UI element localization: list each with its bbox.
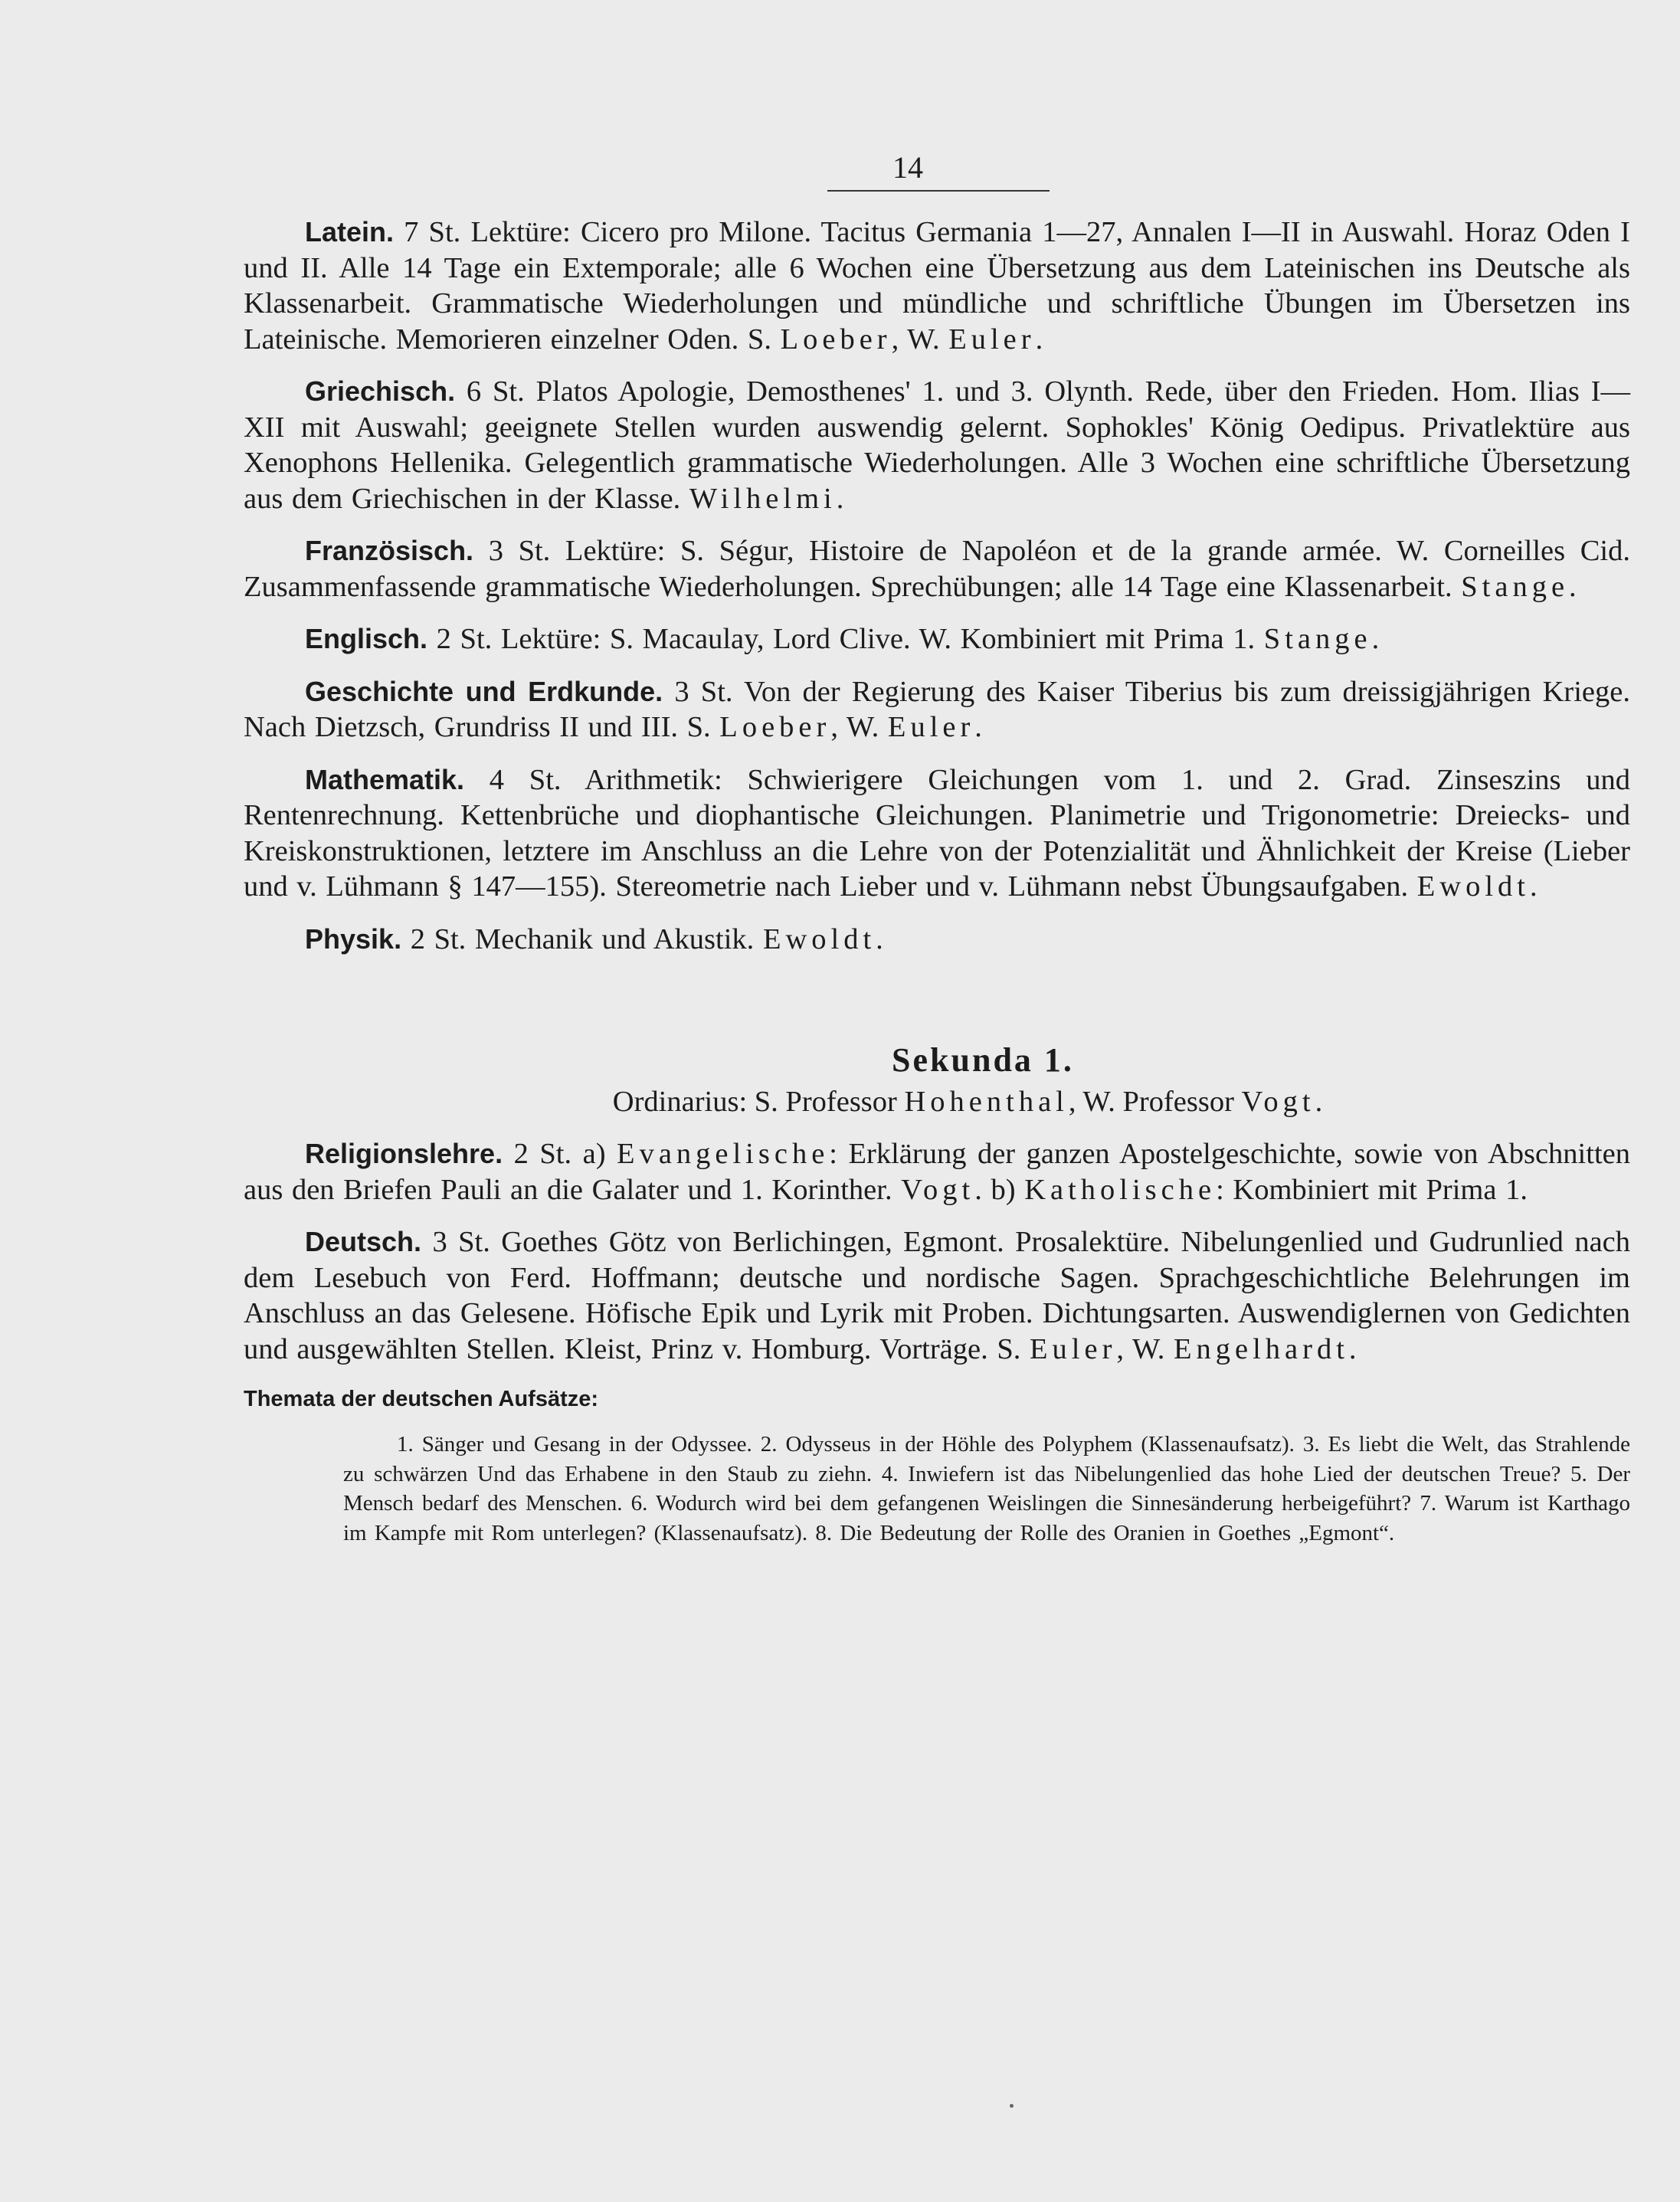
- separator-text: , W.: [1116, 1332, 1174, 1365]
- subject-heading-franzoesisch: Französisch.: [305, 535, 474, 566]
- englisch-text: 2 St. Lektüre: S. Macaulay, Lord Clive. W. Kombiniert mit Prima 1.: [427, 623, 1264, 655]
- paragraph-physik: [244, 922, 1630, 958]
- deutsch-text: 3 St. Goethes Götz von Berlichingen, Egmont. Prosalektüre. Nibelungenlied und Gudrunlied nach dem Lesebuch von Ferd. Hoffmann; deutsche und nordische Sagen. Sprachgeschichtliche Belehrungen im Anschluss an das Gelesene. Höfische Epik und Lyrik mit Proben. Dichtungsarten. Auswendiglernen von Gedichten und ausgewählten Stellen. Kleist, Prinz v. Homburg. Vorträge. S.: [244, 1226, 1630, 1365]
- subject-heading-geschichte: Geschichte und Erdkunde.: [305, 675, 663, 707]
- subject-heading-physik: Physik.: [305, 922, 402, 955]
- religion-evangelisch-label: Evangelische: [617, 1138, 830, 1170]
- religion-katholisch-label: Katholische: [1024, 1173, 1217, 1206]
- end-punctuation: .: [974, 711, 982, 743]
- page-number: 14: [892, 150, 923, 185]
- end-punctuation: .: [1530, 870, 1538, 903]
- subject-heading-griechisch: Griechisch.: [305, 375, 456, 407]
- end-punctuation: .: [1569, 570, 1577, 603]
- end-punctuation: .: [1315, 1086, 1323, 1118]
- subject-heading-deutsch: Deutsch.: [305, 1226, 422, 1257]
- end-punctuation: .: [1348, 1332, 1357, 1365]
- mathematik-text: 4 St. Arithmetik: Schwierigere Gleichungen vom 1. und 2. Grad. Zinseszins und Rentenrechnung. Kettenbrüche und diophantische Gleichungen. Planimetrie und Trigonometrie: Dreiecks- und Kreiskonstruktionen, letztere im Anschluss an die Lehre von der Potenzialität und Ähnlichkeit der Kreise (Lieber und v. Lühmann § 147—155). Stereometrie nach Lieber und v. Lühmann nebst Übungsaufgaben.: [244, 763, 1630, 903]
- religion-text: . b): [974, 1173, 1025, 1206]
- teacher-name: Engelhardt: [1174, 1332, 1349, 1365]
- page-content: [244, 215, 1630, 1548]
- end-punctuation: .: [876, 922, 883, 955]
- end-punctuation: .: [836, 482, 844, 515]
- paragraph-latein: [244, 215, 1630, 357]
- subject-heading-mathematik: Mathematik.: [305, 763, 465, 795]
- section-title: Sekunda 1.: [892, 1041, 1074, 1079]
- religion-text: 2 St. a): [503, 1138, 617, 1170]
- teacher-name: Stange: [1263, 623, 1372, 655]
- subject-heading-englisch: Englisch.: [305, 623, 428, 654]
- separator-text: , W.: [891, 323, 949, 356]
- teacher-name: Euler: [1030, 1332, 1117, 1365]
- teacher-name: Loeber: [780, 323, 892, 356]
- paragraph-religionslehre: [244, 1136, 1630, 1207]
- teacher-name: Wilhelmi: [689, 482, 837, 515]
- print-speck: [1010, 2104, 1014, 2108]
- separator-text: , W.: [830, 711, 888, 743]
- franzoesisch-text: 3 St. Lektüre: S. Ségur, Histoire de Napoléon et de la grande armée. W. Corneilles Cid. Zusammenfassende grammatische Wiederholungen. Sprechübungen; alle 14 Tage eine Klassenarbeit.: [244, 535, 1630, 603]
- paragraph-griechisch: [244, 374, 1630, 516]
- paragraph-mathematik: [244, 762, 1630, 905]
- paragraph-franzoesisch: [244, 533, 1630, 605]
- ordinarius-name: Vogt: [1241, 1086, 1315, 1118]
- paragraph-deutsch: [244, 1224, 1630, 1367]
- latein-text: 7 St. Lektüre: Cicero pro Milone. Tacitus Germania 1—27, Annalen I—II in Auswahl. Horaz Oden I und II. Alle 14 Tage ein Extemporale; alle 6 Wochen eine Übersetzung aus dem Lateinischen ins Deutsche als Klassenarbeit. Grammatische Wiederholungen und mündliche und schriftliche Übungen im Übersetzen ins Lateinische. Memorieren einzelner Oden. S.: [244, 216, 1630, 356]
- religion-text: : Erklärung der ganzen Apostelgeschichte, sowie von Abschnitten aus den Briefen Pauli an die Galater und 1. Korinther.: [244, 1138, 1630, 1206]
- themata-list: 1. Sänger und Gesang in der Odyssee. 2. Odysseus in der Höhle des Polyphem (Klassenaufsatz). 3. Es liebt die Welt, das Strahlende zu schwärzen Und das Erhabene in den Staub zu ziehn. 4. Inwiefern ist das Nibelungenlied das hohe Lied der deutschen Treue? 5. Der Mensch bedarf des Menschen. 6. Wodurch wird bei dem gefangenen Weislingen die Sinnesänderung herbeigeführt? 7. Warum ist Karthago im Kampfe mit Rom unterlegen? (Klassenaufsatz). 8. Die Bedeutung der Rolle des Oranien in Goethes „Egmont“.: [343, 1432, 1630, 1545]
- griechisch-text: 6 St. Platos Apologie, Demosthenes' 1. und 3. Olynth. Rede, über den Frieden. Hom. Ilias I—XII mit Auswahl; geeignete Stellen wurden auswendig gelernt. Sophokles' König Oedipus. Privatlektüre aus Xenophons Hellenika. Gelegentlich grammatische Wiederholungen. Alle 3 Wochen eine schriftliche Übersetzung aus dem Griechischen in der Klasse.: [244, 375, 1630, 515]
- ordinarius-prefix: Ordinarius: S. Professor: [612, 1086, 905, 1118]
- ordinarius-name: Hohenthal: [904, 1086, 1069, 1118]
- paragraph-englisch: [244, 621, 1630, 657]
- teacher-name: Euler: [948, 323, 1036, 356]
- teacher-name: Euler: [887, 711, 975, 743]
- paragraph-geschichte: [244, 674, 1630, 745]
- physik-text: 2 St. Mechanik und Akustik.: [401, 922, 763, 955]
- end-punctuation: .: [1035, 323, 1043, 356]
- geschichte-text: 3 St. Von der Regierung des Kaiser Tiberius bis zum dreissigjährigen Kriege. Nach Dietzsch, Grundriss II und III. S.: [244, 675, 1630, 743]
- ordinarius-line: [244, 1084, 1630, 1119]
- subject-heading-religionslehre: Religionslehre.: [305, 1138, 503, 1169]
- teacher-name: Stange: [1461, 570, 1570, 603]
- end-punctuation: .: [1371, 623, 1380, 655]
- teacher-name: Ewoldt: [762, 922, 876, 955]
- themata-heading: Themata der deutschen Aufsätze:: [244, 1387, 599, 1411]
- teacher-name: Loeber: [719, 711, 831, 743]
- teacher-name: Vogt: [901, 1173, 975, 1206]
- religion-text: : Kombiniert mit Prima 1.: [1216, 1173, 1528, 1206]
- subject-heading-latein: Latein.: [305, 216, 395, 247]
- ordinarius-separator: , W. Professor: [1068, 1086, 1242, 1118]
- page-number-rule: [827, 190, 1050, 192]
- teacher-name: Ewoldt: [1416, 870, 1530, 903]
